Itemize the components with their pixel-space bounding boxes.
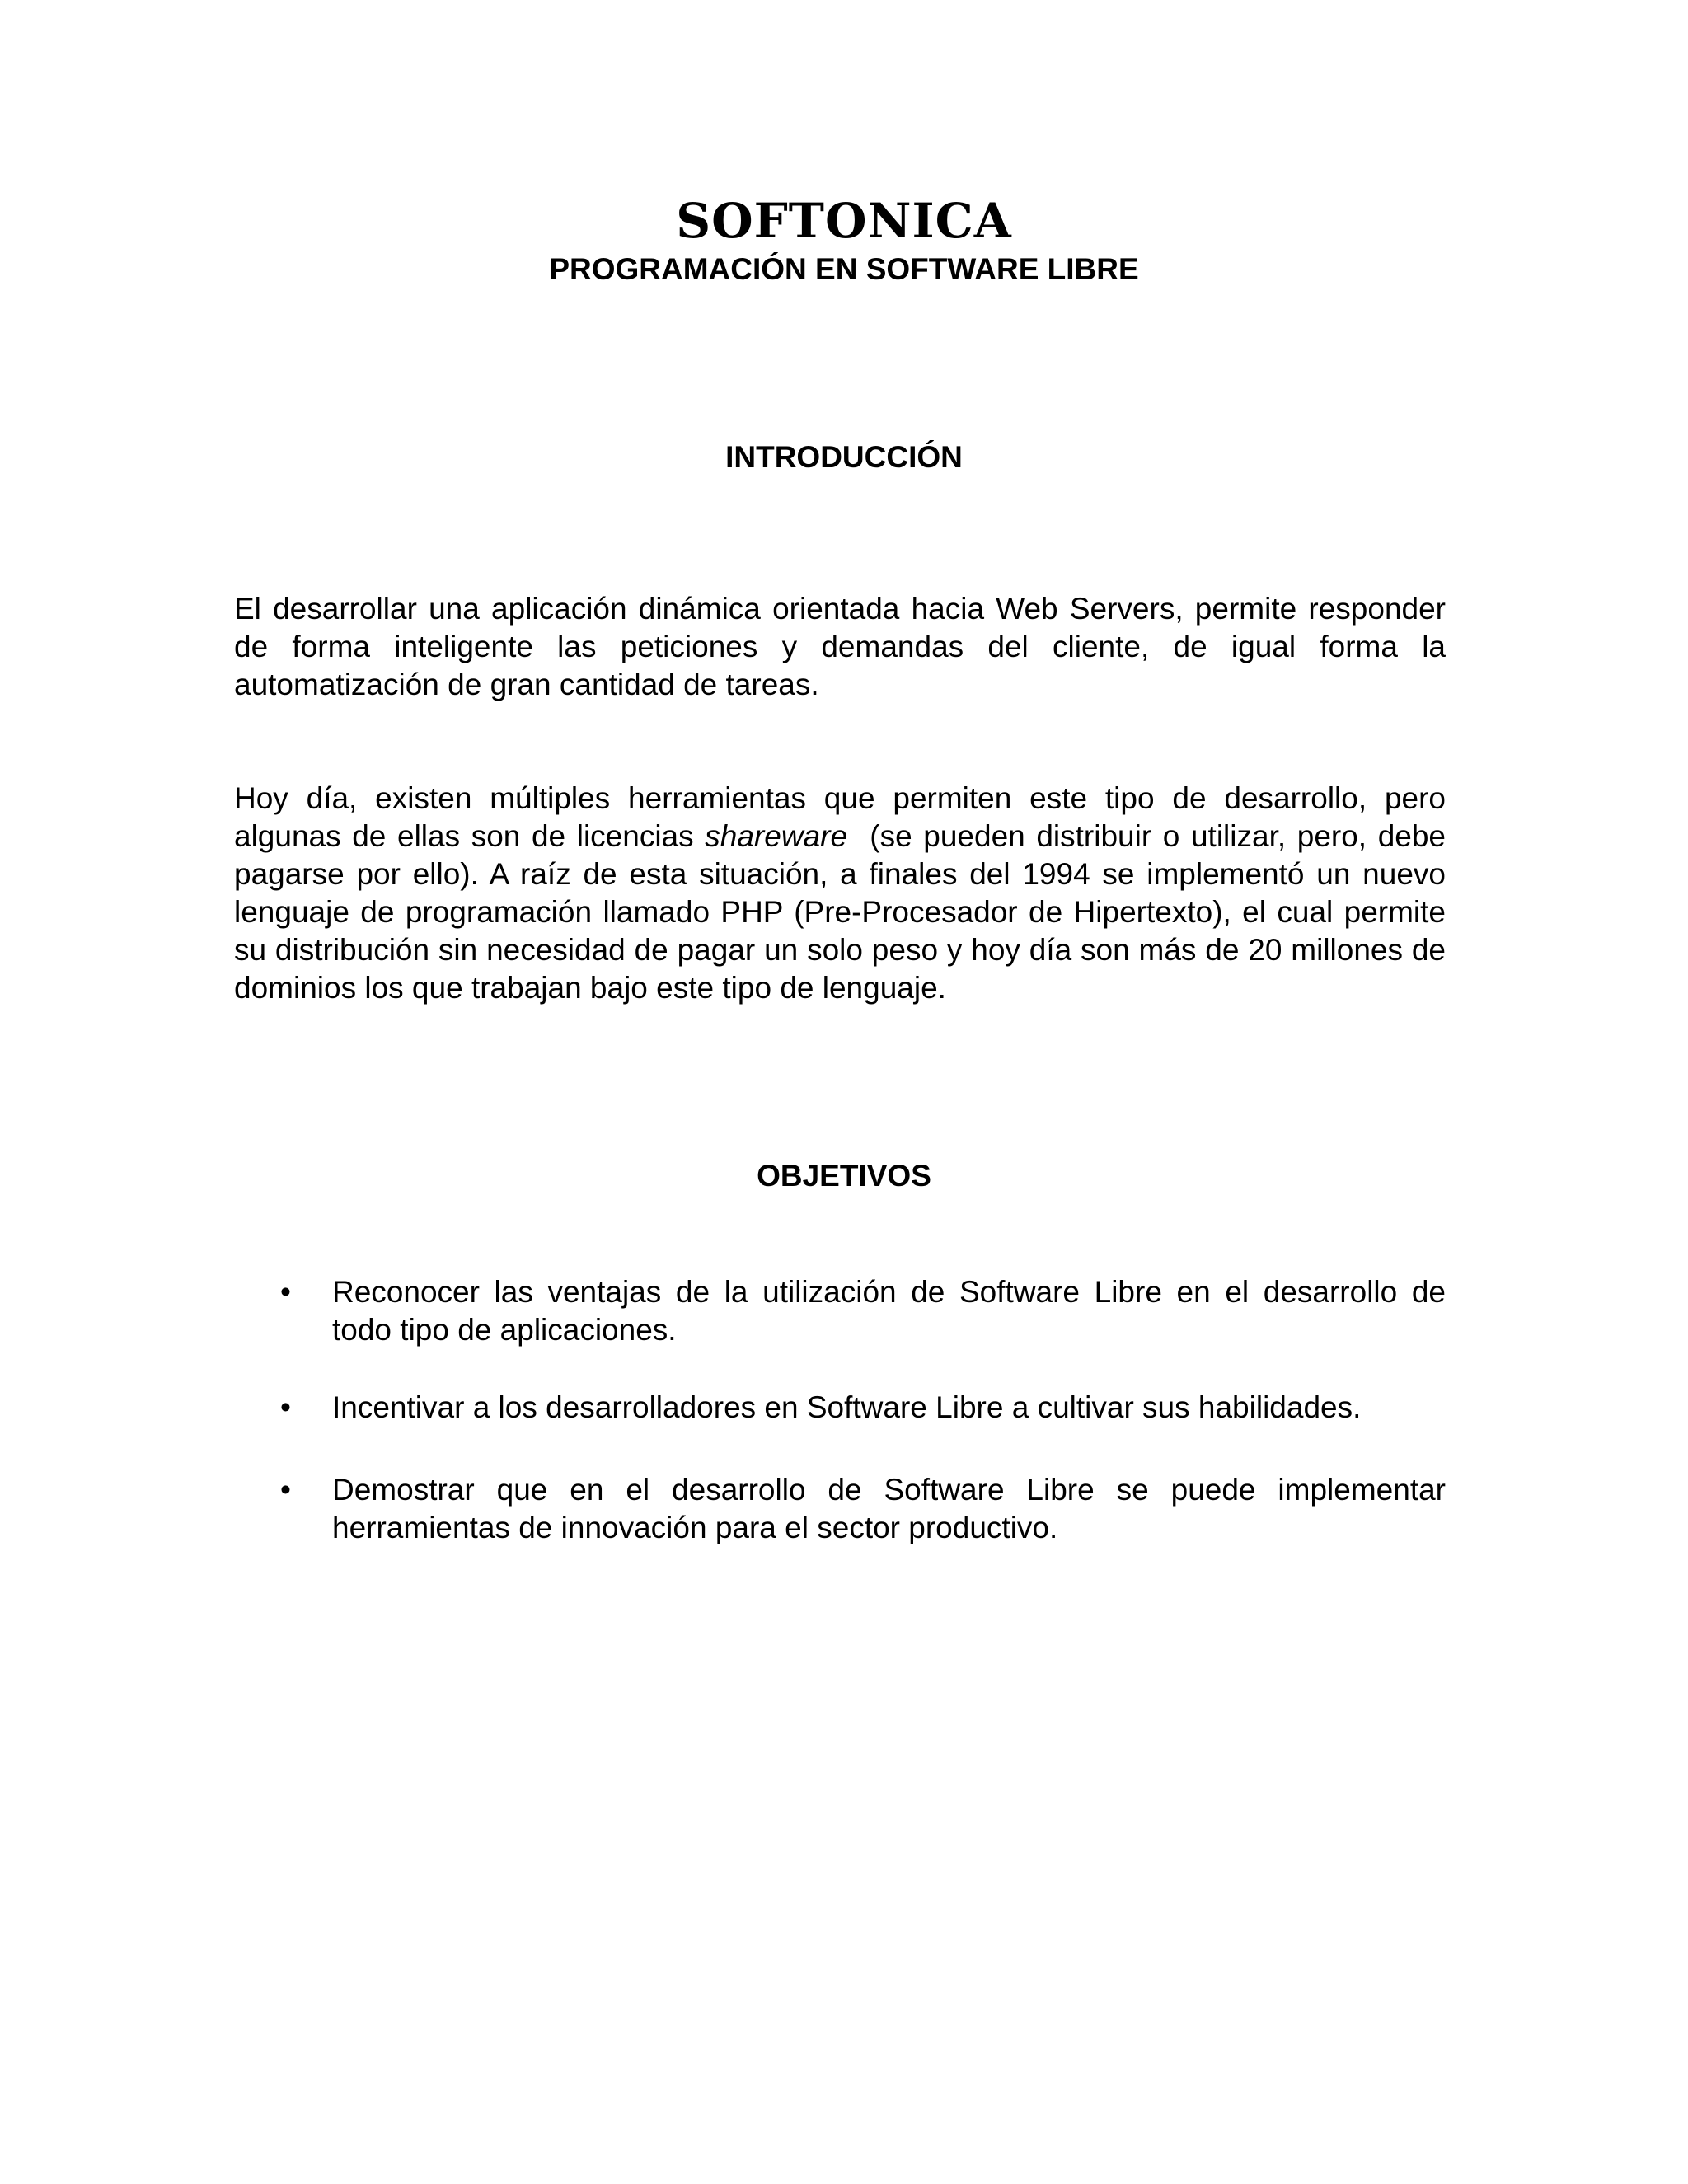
bullet-icon: • xyxy=(280,1275,291,1309)
objectives-list xyxy=(0,1273,1688,1547)
objectives-heading: OBJETIVOS xyxy=(757,1159,931,1193)
objective-item xyxy=(0,1273,1688,1349)
introduction-heading: INTRODUCCIÓN xyxy=(725,440,963,474)
objective-item xyxy=(0,1471,1688,1547)
paragraph-2-text-end: (se pueden distribuir o utilizar, pero, debe pagarse por ello). A raíz de esta situación, a finales del 1994 se implementó un nuevo lenguaje de programación llamado PHP (Pre-Procesador de Hipertexto), el cual permite su distribución sin necesidad de pagar un solo peso y hoy día son más de 20 millones de dominios los que trabajan bajo este tipo de lenguaje. xyxy=(234,819,1455,1005)
paragraph-2-text-start: Hoy día, existen múltiples herramientas que permiten este tipo de desarrollo, pero algunas de ellas son de licencias xyxy=(234,781,1446,853)
introduction-paragraph-2 xyxy=(234,780,1455,1007)
introduction-paragraph-1: El desarrollar una aplicación dinámica orientada hacia Web Servers, permite responder de forma inteligente las peticiones y demandas del cliente, de igual forma la automatización de gran cantidad de tareas. xyxy=(234,592,1446,701)
objective-item xyxy=(0,1389,1688,1427)
document-subtitle: PROGRAMACIÓN EN SOFTWARE LIBRE xyxy=(549,252,1139,286)
objective-text: Reconocer las ventajas de la utilización de Software Libre en el desarrollo de todo tipo de aplicaciones. xyxy=(332,1275,1471,1347)
objective-text: Demostrar que en el desarrollo de Software Libre se puede implementar herramientas de innovación para el sector productivo. xyxy=(332,1473,1446,1544)
shareware-term: shareware xyxy=(705,819,848,853)
document-title: SOFTONICA xyxy=(676,193,1012,249)
bullet-icon: • xyxy=(280,1473,291,1507)
bullet-icon: • xyxy=(280,1390,291,1424)
objective-text: Incentivar a los desarrolladores en Software Libre a cultivar sus habilidades. xyxy=(332,1390,1362,1424)
